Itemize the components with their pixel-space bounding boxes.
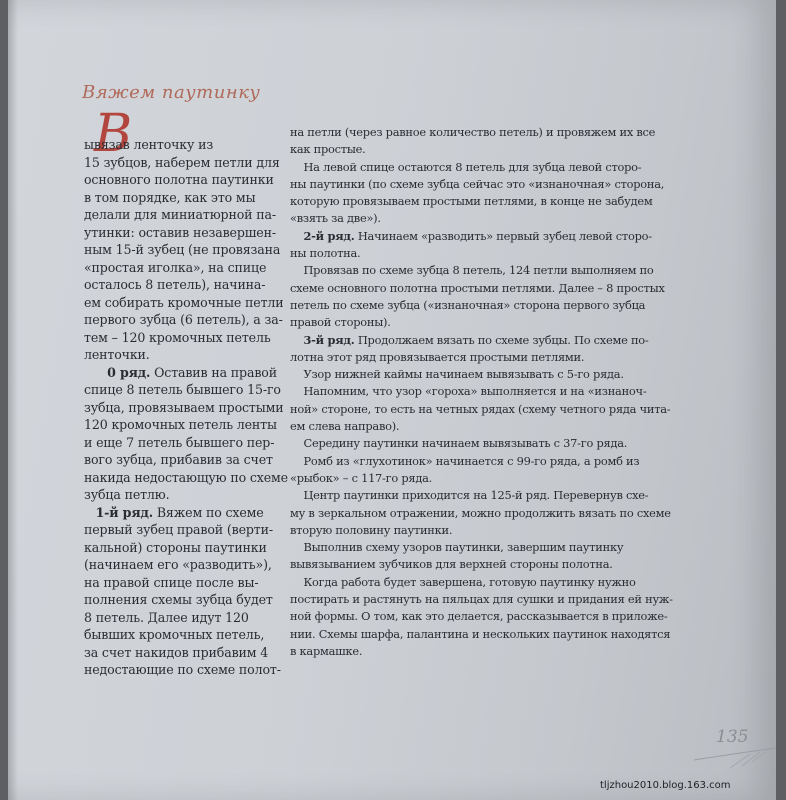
text-segment: Начинаем «разводить» первый зубец левой сторо-	[354, 228, 652, 243]
text-line	[290, 245, 673, 262]
text-line	[290, 626, 673, 643]
text-segment	[290, 333, 303, 347]
text-segment: Центр паутинки приходится на 125-й ряд. Перевернув схе-	[290, 488, 649, 503]
text-segment	[84, 365, 107, 380]
text-line	[290, 401, 673, 418]
row-label: 3-й ряд.	[303, 332, 355, 347]
text-segment: На левой спице остаются 8 петель для зубца левой сторо-	[290, 159, 642, 174]
text-segment: утинки: оставив незавершен-	[84, 224, 276, 240]
row-label: 1-й ряд.	[95, 504, 153, 520]
text-segment: ны полотна.	[290, 246, 361, 261]
text-segment: ем слева направо).	[290, 419, 400, 434]
text-segment: тем – 120 кромочных петель	[84, 329, 271, 345]
text-segment: Середину паутинки начинаем вывязывать с 37-го ряда.	[290, 436, 628, 451]
right-text-column	[290, 124, 673, 660]
text-line	[84, 504, 288, 522]
text-segment: ным 15-й зубец (не провязана	[84, 242, 281, 257]
text-line	[290, 349, 673, 366]
text-line	[84, 189, 288, 207]
text-segment: Оставив на правой	[150, 364, 277, 380]
text-line	[290, 505, 673, 522]
text-segment: осталось 8 петель), начина-	[84, 277, 266, 292]
text-segment: «взять за две»).	[290, 211, 381, 226]
page-fold-shadow	[8, 0, 18, 800]
text-line	[84, 486, 288, 504]
text-segment: 15 зубцов, наберем петли для	[84, 154, 280, 170]
text-segment: ем собирать кромочные петли	[84, 294, 284, 310]
text-line	[84, 609, 288, 627]
text-segment: ной формы. О том, как это делается, рассказывается в приложе-	[290, 609, 668, 624]
text-segment: спице 8 петель бывшего 15-го	[84, 382, 281, 397]
text-line	[290, 332, 673, 349]
text-line	[84, 259, 288, 277]
text-segment: (начинаем его «разводить»),	[84, 557, 272, 572]
text-line	[290, 159, 673, 176]
text-line	[84, 136, 288, 154]
text-line	[84, 206, 288, 224]
text-segment: недостающие по схеме полот-	[84, 662, 281, 677]
drop-cap: В	[94, 104, 133, 164]
text-segment: 8 петель. Далее идут 120	[84, 609, 249, 625]
text-line	[290, 262, 673, 279]
text-line	[84, 416, 288, 434]
text-segment: ленточки.	[84, 347, 150, 362]
text-segment: вывязыванием зубчиков для верхней стороны полотна.	[290, 557, 613, 572]
text-line	[290, 470, 673, 487]
text-segment: бывших кромочных петель,	[84, 627, 265, 642]
text-segment: первый зубец правой (верти-	[84, 522, 273, 537]
text-segment: постирать и растянуть на пяльцах для сушки и придания ей нуж-	[290, 592, 673, 607]
text-line	[290, 608, 673, 625]
text-line	[290, 487, 673, 504]
text-segment: вого зубца, прибавив за счет	[84, 452, 273, 467]
text-line	[290, 522, 673, 539]
text-segment: как простые.	[290, 142, 366, 157]
text-segment: Продолжаем вязать по схеме зубцы. По схеме по-	[354, 332, 649, 347]
text-line	[290, 383, 673, 400]
text-segment: схеме основного полотна простыми петлями. Далее – 8 простых	[290, 280, 665, 295]
text-line	[290, 210, 673, 227]
text-segment: ны паутинки (по схеме зубца сейчас это «изнаночная» сторона,	[290, 176, 665, 191]
text-line	[290, 228, 673, 245]
text-segment: накида недостающую по схеме	[84, 469, 288, 485]
text-segment: Вяжем по схеме	[152, 504, 264, 520]
text-line	[290, 539, 673, 556]
text-line	[84, 451, 288, 469]
text-segment	[84, 505, 96, 520]
text-segment: му в зеркальном отражении, можно продолжить вязать по схеме	[290, 505, 671, 520]
text-line	[84, 644, 288, 662]
text-line	[290, 314, 673, 331]
text-segment: «рыбок» – с 117-го ряда.	[290, 470, 433, 485]
text-line	[290, 453, 673, 470]
text-line	[84, 294, 288, 312]
text-line	[290, 176, 673, 193]
text-line	[84, 381, 288, 399]
text-line	[290, 297, 673, 314]
text-line	[84, 346, 288, 364]
text-segment: в кармашке.	[290, 643, 363, 658]
text-segment: на петли (через равное количество петель) и провяжем их все	[290, 125, 656, 139]
text-segment: Узор нижней каймы начинаем вывязывать с 5-го ряда.	[290, 367, 624, 382]
text-segment: зубца петлю.	[84, 487, 170, 502]
text-segment: вторую половину паутинки.	[290, 522, 453, 537]
row-label: 2-й ряд.	[303, 228, 355, 243]
text-segment: зубца, провязываем простыми	[84, 399, 284, 415]
text-line	[84, 171, 288, 189]
text-segment: на правой спице после вы-	[84, 574, 259, 590]
text-line	[290, 591, 673, 608]
text-line	[290, 574, 673, 591]
text-line	[290, 141, 673, 158]
text-segment: петель по схеме зубца («изнаночная» сторона первого зубца	[290, 297, 646, 312]
section-heading: Вяжем паутинку	[82, 82, 261, 103]
watermark: tljzhou2010.blog.163.com	[600, 780, 731, 791]
text-line	[290, 435, 673, 452]
row-label: 0 ряд.	[107, 364, 151, 380]
text-line	[290, 280, 673, 297]
text-line	[84, 329, 288, 347]
text-line	[84, 539, 288, 557]
text-segment: Провязав по схеме зубца 8 петель, 124 петли выполняем по	[290, 263, 654, 278]
text-segment: полнения схемы зубца будет	[84, 592, 273, 607]
text-segment: основного полотна паутинки	[84, 172, 274, 187]
text-segment: и еще 7 петель бывшего пер-	[84, 434, 275, 450]
text-line	[290, 643, 673, 660]
text-segment: в том порядке, как это мы	[84, 189, 256, 205]
text-line	[290, 556, 673, 573]
text-segment: за счет накидов прибавим 4	[84, 644, 269, 660]
text-segment: правой стороны).	[290, 315, 391, 330]
text-line	[290, 124, 673, 141]
text-line	[290, 366, 673, 383]
text-line	[84, 241, 288, 259]
left-text-column	[84, 136, 288, 679]
text-segment: ывязав ленточку из	[84, 137, 214, 152]
text-segment	[290, 229, 303, 243]
text-line	[84, 626, 288, 644]
text-line	[290, 193, 673, 210]
text-line	[84, 311, 288, 329]
text-segment: Выполнив схему узоров паутинки, завершим паутинку	[290, 540, 624, 555]
text-line	[84, 364, 288, 382]
text-segment: Напомним, что узор «гороха» выполняется и на «изнаноч-	[290, 384, 647, 399]
text-segment: кальной) стороны паутинки	[84, 539, 267, 555]
text-line	[84, 556, 288, 574]
text-line	[84, 399, 288, 417]
page-number: 135	[716, 727, 749, 747]
text-line	[84, 469, 288, 487]
text-segment: 120 кромочных петель ленты	[84, 417, 277, 432]
text-segment: которую провязываем простыми петлями, в конце не забудем	[290, 194, 653, 209]
text-line	[290, 418, 673, 435]
text-line	[84, 434, 288, 452]
text-line	[84, 224, 288, 242]
text-segment: первого зубца (6 петель), а за-	[84, 312, 283, 327]
text-segment: делали для миниатюрной па-	[84, 207, 276, 222]
text-segment: Когда работа будет завершена, готовую паутинку нужно	[290, 574, 636, 589]
text-segment: ной» стороне, то есть на четных рядах (схему четного ряда чита-	[290, 401, 671, 416]
text-line	[84, 591, 288, 609]
text-line	[84, 521, 288, 539]
text-line	[84, 276, 288, 294]
text-line	[84, 574, 288, 592]
text-segment: лотна этот ряд провязывается простыми петлями.	[290, 349, 585, 364]
text-segment: нии. Схемы шарфа, палантина и нескольких паутинок находятся	[290, 626, 671, 641]
text-line	[84, 154, 288, 172]
text-segment: «простая иголка», на спице	[84, 259, 267, 275]
text-line	[84, 661, 288, 679]
text-segment: Ромб из «глухотинок» начинается с 99-го ряда, а ромб из	[290, 453, 640, 468]
